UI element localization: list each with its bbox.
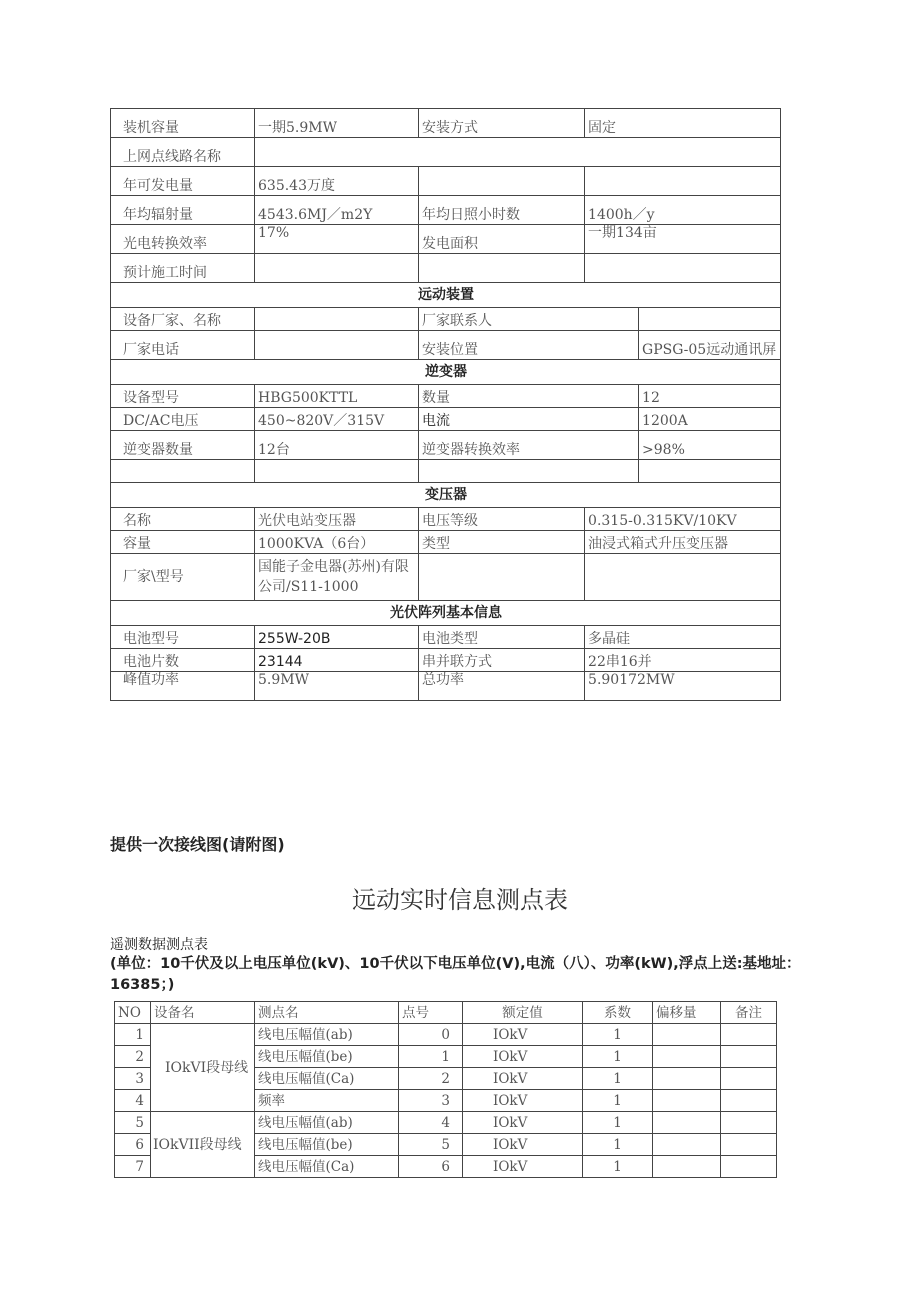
table-row: [111, 254, 781, 283]
header-point-name: 测点名: [255, 1002, 399, 1024]
label-cell: 峰值功率: [111, 672, 255, 701]
remark: [721, 1068, 777, 1090]
row-no: 6: [115, 1134, 151, 1156]
value-cell: [639, 460, 781, 483]
value-cell: HBG500KTTL: [255, 385, 419, 408]
label-cell: 电流: [419, 408, 639, 431]
value-cell: >98%: [639, 431, 781, 460]
value-cell: 450~820V／315V: [255, 408, 419, 431]
value-cell: 油浸式箱式升压变压器: [585, 531, 781, 554]
table-row: [111, 408, 781, 431]
value-cell: 一期134亩: [585, 225, 781, 254]
point-name: 线电压幅值(Ca): [255, 1068, 399, 1090]
value-cell: GPSG-05远动通讯屏: [639, 331, 781, 360]
label-cell: 年均辐射量: [111, 196, 255, 225]
value-cell: 4543.6MJ／m2Y: [255, 196, 419, 225]
table-row: [111, 649, 781, 672]
value-cell: 一期5.9MW: [255, 109, 419, 138]
offset: [653, 1046, 721, 1068]
label-cell: 光电转换效率: [111, 225, 255, 254]
table-row: [111, 508, 781, 531]
offset: [653, 1134, 721, 1156]
label-cell: 装机容量: [111, 109, 255, 138]
section-title-pv-array: 光伏阵列基本信息: [111, 601, 781, 626]
coefficient: 1: [583, 1156, 653, 1178]
device-group-2: IOkVII段母线: [151, 1112, 255, 1178]
header-coefficient: 系数: [583, 1002, 653, 1024]
remark: [721, 1156, 777, 1178]
value-cell: 1400h／y: [585, 196, 781, 225]
label-cell: 年均日照小时数: [419, 196, 585, 225]
label-cell: 电池类型: [419, 626, 585, 649]
table-row: [111, 196, 781, 225]
table-row: [111, 554, 781, 601]
value-cell: 光伏电站变压器: [255, 508, 419, 531]
rated-value: IOkV: [463, 1134, 583, 1156]
header-rated: 额定值: [463, 1002, 583, 1024]
value-cell: 多晶硅: [585, 626, 781, 649]
coefficient: 1: [583, 1068, 653, 1090]
value-cell: 22串16并: [585, 649, 781, 672]
value-cell: 固定: [585, 109, 781, 138]
table-row: [111, 626, 781, 649]
label-cell: 安装方式: [419, 109, 585, 138]
rated-value: IOkV: [463, 1046, 583, 1068]
rated-value: IOkV: [463, 1156, 583, 1178]
value-cell: [639, 308, 781, 331]
value-cell: [255, 460, 419, 483]
offset: [653, 1112, 721, 1134]
table-row: [111, 385, 781, 408]
row-no: 2: [115, 1046, 151, 1068]
label-cell: 容量: [111, 531, 255, 554]
header-device: 设备名: [151, 1002, 255, 1024]
header-point-index: 点号: [399, 1002, 463, 1024]
row-no: 3: [115, 1068, 151, 1090]
label-cell: 串并联方式: [419, 649, 585, 672]
value-cell: 635.43万度: [255, 167, 419, 196]
label-cell: 设备厂家、名称: [111, 308, 255, 331]
coefficient: 1: [583, 1112, 653, 1134]
label-cell: [419, 167, 585, 196]
label-cell: 电池型号: [111, 626, 255, 649]
label-cell: [419, 254, 585, 283]
label-cell: [419, 554, 585, 601]
label-cell: 数量: [419, 385, 639, 408]
label-cell: 厂家电话: [111, 331, 255, 360]
point-name: 线电压幅值(be): [255, 1134, 399, 1156]
remark: [721, 1112, 777, 1134]
label-cell: [419, 460, 639, 483]
point-index: 5: [399, 1134, 463, 1156]
value-cell: 0.315-0.315KV/10KV: [585, 508, 781, 531]
section-header-row: [111, 483, 781, 508]
label-cell: 类型: [419, 531, 585, 554]
coefficient: 1: [583, 1024, 653, 1046]
label-cell: 厂家联系人: [419, 308, 639, 331]
table-header-row: [115, 1002, 777, 1024]
value-cell: 12: [639, 385, 781, 408]
section-header-row: [111, 360, 781, 385]
coefficient: 1: [583, 1134, 653, 1156]
label-cell: 逆变器数量: [111, 431, 255, 460]
section-subtitle: 遥测数据测点表: [110, 937, 208, 953]
value-cell: 1000KVA（6台）: [255, 531, 419, 554]
value-cell: 1200A: [639, 408, 781, 431]
table-row: [111, 138, 781, 167]
table-row: [111, 431, 781, 460]
label-cell: 上网点线路名称: [111, 138, 255, 167]
point-name: 频率: [255, 1090, 399, 1112]
point-index: 2: [399, 1068, 463, 1090]
coefficient: 1: [583, 1090, 653, 1112]
label-cell: 名称: [111, 508, 255, 531]
point-name: 线电压幅值(Ca): [255, 1156, 399, 1178]
row-no: 1: [115, 1024, 151, 1046]
value-cell: 255W-20B: [255, 626, 419, 649]
table-row: [111, 460, 781, 483]
value-cell: 5.90172MW: [585, 672, 781, 701]
table-row: [111, 225, 781, 254]
table-row: [115, 1024, 777, 1046]
coefficient: 1: [583, 1046, 653, 1068]
telemetry-table: [114, 1001, 777, 1178]
section-header-row: [111, 601, 781, 626]
value-cell: [255, 138, 781, 167]
offset: [653, 1090, 721, 1112]
label-cell: 设备型号: [111, 385, 255, 408]
header-offset: 偏移量: [653, 1002, 721, 1024]
rated-value: IOkV: [463, 1112, 583, 1134]
remark: [721, 1134, 777, 1156]
label-cell: [111, 460, 255, 483]
rated-value: IOkV: [463, 1090, 583, 1112]
section-title-remote: 远动装置: [111, 283, 781, 308]
point-index: 4: [399, 1112, 463, 1134]
table-row: [111, 531, 781, 554]
device-group-1: IOkVI段母线: [151, 1024, 255, 1112]
table-row: [111, 308, 781, 331]
point-index: 1: [399, 1046, 463, 1068]
rated-value: IOkV: [463, 1068, 583, 1090]
value-cell: [255, 331, 419, 360]
label-cell: 总功率: [419, 672, 585, 701]
attachment-note: 提供一次接线图(请附图): [110, 835, 285, 854]
value-cell: [585, 167, 781, 196]
section-title-inverter: 逆变器: [111, 360, 781, 385]
offset: [653, 1156, 721, 1178]
label-cell: 年可发电量: [111, 167, 255, 196]
value-cell: 国能子金电器(苏州)有限公司/S11-1000: [255, 554, 419, 601]
table-row: [115, 1112, 777, 1134]
remark: [721, 1090, 777, 1112]
header-no: NO: [115, 1002, 151, 1024]
table-row: [111, 331, 781, 360]
value-cell: [255, 254, 419, 283]
station-info-table: [110, 108, 781, 701]
row-no: 4: [115, 1090, 151, 1112]
point-index: 6: [399, 1156, 463, 1178]
table-row: [111, 167, 781, 196]
offset: [653, 1068, 721, 1090]
header-remark: 备注: [721, 1002, 777, 1024]
value-cell: 23144: [255, 649, 419, 672]
point-name: 线电压幅值(ab): [255, 1112, 399, 1134]
label-cell: 逆变器转换效率: [419, 431, 639, 460]
label-cell: DC/AC电压: [111, 408, 255, 431]
label-cell: 电池片数: [111, 649, 255, 672]
label-cell: 发电面积: [419, 225, 585, 254]
page-title: 远动实时信息测点表: [352, 886, 568, 914]
value-cell: 5.9MW: [255, 672, 419, 701]
unit-note: (单位：10千伏及以上电压单位(kV)、10千伏以下电压单位(V),电流（八）、功率(kW),浮点上送:基地址：16385；): [110, 956, 801, 993]
point-index: 3: [399, 1090, 463, 1112]
label-cell: 安装位置: [419, 331, 639, 360]
value-cell: [255, 308, 419, 331]
point-index: 0: [399, 1024, 463, 1046]
value-cell: 12台: [255, 431, 419, 460]
rated-value: IOkV: [463, 1024, 583, 1046]
label-cell: 厂家\型号: [111, 554, 255, 601]
section-header-row: [111, 283, 781, 308]
value-cell: [585, 254, 781, 283]
table-row: [111, 672, 781, 701]
value-cell: 17%: [255, 225, 419, 254]
table-row: [111, 109, 781, 138]
label-cell: 预计施工时间: [111, 254, 255, 283]
point-name: 线电压幅值(ab): [255, 1024, 399, 1046]
offset: [653, 1024, 721, 1046]
value-cell: [585, 554, 781, 601]
row-no: 5: [115, 1112, 151, 1134]
point-name: 线电压幅值(be): [255, 1046, 399, 1068]
remark: [721, 1024, 777, 1046]
section-title-transformer: 变压器: [111, 483, 781, 508]
remark: [721, 1046, 777, 1068]
label-cell: 电压等级: [419, 508, 585, 531]
row-no: 7: [115, 1156, 151, 1178]
